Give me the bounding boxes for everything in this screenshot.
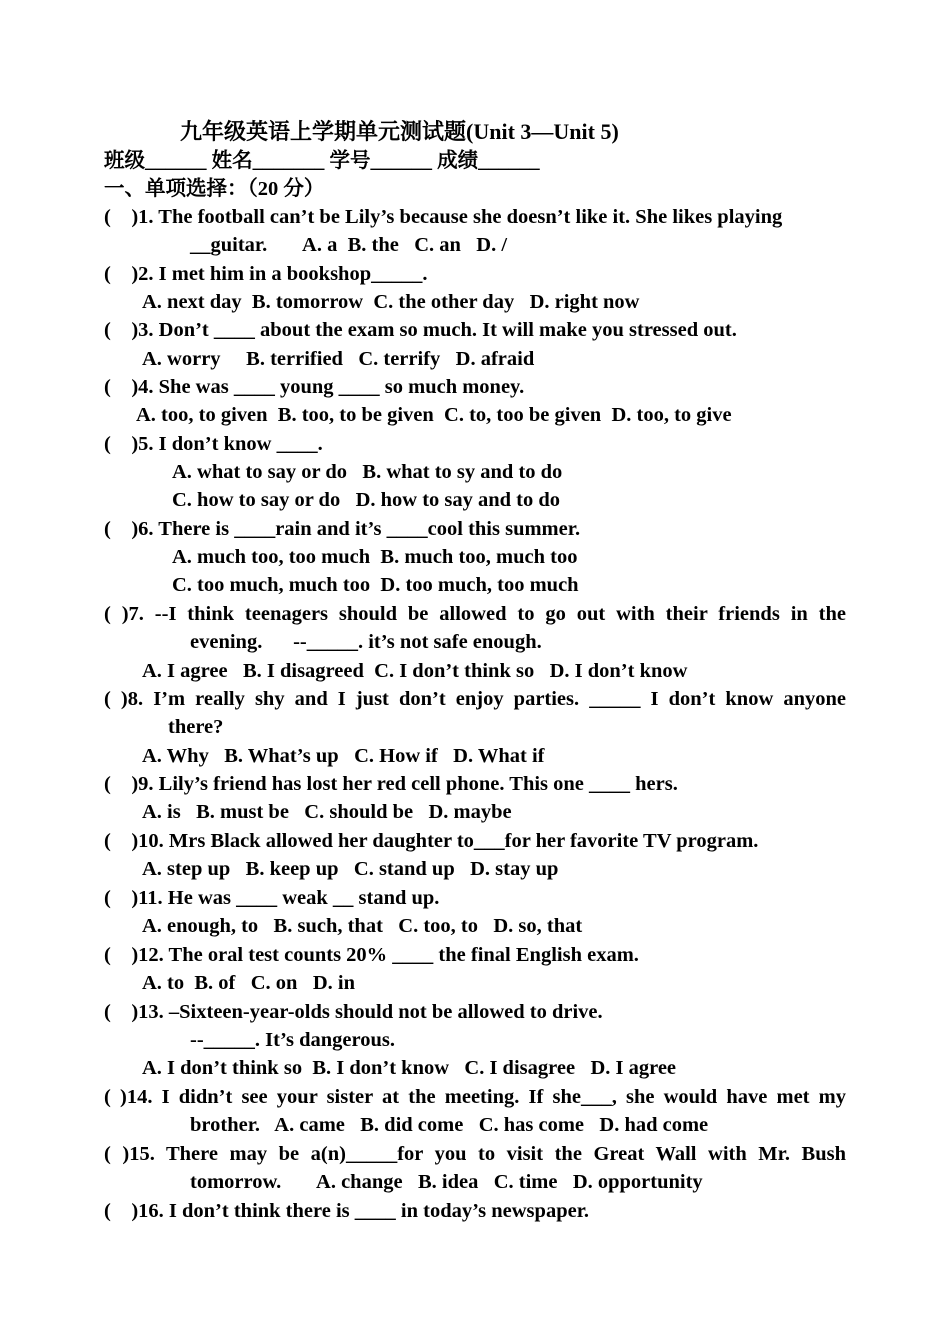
question-8-continued: there? — [168, 716, 224, 738]
question-15-options: tomorrow. A. change B. idea C. time D. opportunity — [190, 1171, 703, 1193]
question-15: ( )15. There may be a(n)_____for you to visit the Great Wall with Mr. Bush — [104, 1143, 846, 1165]
question-7: ( )7. --I think teenagers should be allowed to go out with their friends in the — [104, 603, 846, 625]
student-info-line: 班级______ 姓名_______ 学号______ 成绩______ — [104, 150, 540, 172]
section-heading: 一、单项选择：（20 分） — [104, 178, 325, 200]
question-5-options-2: C. how to say or do D. how to say and to do — [172, 489, 561, 511]
question-5: ( )5. I don’t know ____. — [104, 433, 323, 455]
question-10: ( )10. Mrs Black allowed her daughter to___for her favorite TV program. — [104, 830, 759, 852]
question-13: ( )13. –Sixteen-year-olds should not be allowed to drive. — [104, 1001, 603, 1023]
question-5-options-1: A. what to say or do B. what to sy and to do — [172, 461, 563, 483]
question-10-options: A. step up B. keep up C. stand up D. stay up — [142, 858, 559, 880]
question-8: ( )8. I’m really shy and I just don’t enjoy parties. _____ I don’t know anyone — [104, 688, 846, 710]
exam-title: 九年级英语上学期单元测试题(Unit 3—Unit 5) — [180, 119, 619, 144]
question-14-options: brother. A. came B. did come C. has come D. had come — [190, 1114, 709, 1136]
question-9: ( )9. Lily’s friend has lost her red cell phone. This one ____ hers. — [104, 773, 678, 795]
question-13-continued: --_____. It’s dangerous. — [190, 1029, 396, 1051]
question-1-options: __guitar. A. a B. the C. an D. / — [190, 234, 508, 256]
question-11-options: A. enough, to B. such, that C. too, to D. so, that — [142, 915, 583, 937]
question-6: ( )6. There is ____rain and it’s ____cool this summer. — [104, 518, 581, 540]
question-11: ( )11. He was ____ weak __ stand up. — [104, 887, 440, 909]
question-3-options: A. worry B. terrified C. terrify D. afraid — [142, 348, 535, 370]
question-7-options: A. I agree B. I disagreed C. I don’t think so D. I don’t know — [142, 660, 688, 682]
question-6-options-2: C. too much, much too D. too much, too much — [172, 574, 579, 596]
question-3: ( )3. Don’t ____ about the exam so much. It will make you stressed out. — [104, 319, 737, 341]
question-2-options: A. next day B. tomorrow C. the other day D. right now — [142, 291, 640, 313]
question-6-options-1: A. much too, too much B. much too, much too — [172, 546, 578, 568]
question-4: ( )4. She was ____ young ____ so much money. — [104, 376, 525, 398]
question-8-options: A. Why B. What’s up C. How if D. What if — [142, 745, 545, 767]
question-7-continued: evening. --_____. it’s not safe enough. — [190, 631, 542, 653]
question-1: ( )1. The football can’t be Lily’s because she doesn’t like it. She likes playing — [104, 206, 783, 228]
question-2: ( )2. I met him in a bookshop_____. — [104, 263, 428, 285]
question-9-options: A. is B. must be C. should be D. maybe — [142, 801, 512, 823]
question-13-options: A. I don’t think so B. I don’t know C. I disagree D. I agree — [142, 1057, 677, 1079]
question-14: ( )14. I didn’t see your sister at the meeting. If she___, she would have met my — [104, 1086, 846, 1108]
question-12-options: A. to B. of C. on D. in — [142, 972, 355, 994]
question-16: ( )16. I don’t think there is ____ in today’s newspaper. — [104, 1200, 590, 1222]
question-12: ( )12. The oral test counts 20% ____ the final English exam. — [104, 944, 639, 966]
question-4-options: A. too, to given B. too, to be given C. to, too be given D. too, to give — [136, 404, 732, 426]
